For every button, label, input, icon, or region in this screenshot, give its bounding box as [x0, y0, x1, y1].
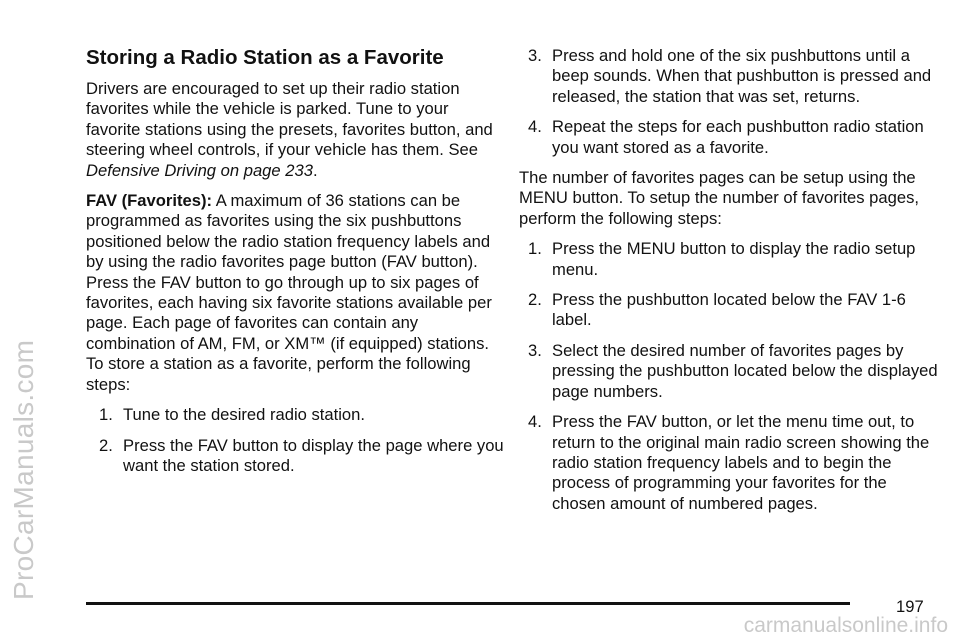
- side-watermark: ProCarManuals.com: [8, 339, 39, 600]
- step-number: 2.: [99, 435, 113, 455]
- store-steps-list-part2: [528, 46, 939, 158]
- step-text: Press and hold one of the six pushbuttons until a beep sounds. When that pushbutton is pressed and released, the station that was set, returns.: [552, 46, 932, 106]
- fav-text: A maximum of 36 stations can be programmed as favorites using the six pushbuttons positioned below the radio station frequency labels and by using the radio favorites page button (FAV button). Press the FAV button to go through up to six pages of favorites, each having six favorite stations available per page. Each page of favorites can contain any combination of AM, FM, or XM™ (if equipped) stations. To store a station as a favorite, perform the following steps:: [86, 191, 492, 394]
- step-number: 4.: [528, 117, 542, 137]
- step-text: Tune to the desired radio station.: [123, 405, 365, 425]
- pages-intro-paragraph: The number of favorites pages can be setup using the MENU button. To setup the number of favorites pages, perform the following steps:: [519, 168, 920, 228]
- list-item: [528, 341, 939, 402]
- intro-text: Drivers are encouraged to set up their radio station favorites while the vehicle is parked. Tune to your favorite stations using the presets, favorites button, and steering wheel controls, if your vehicle has them. See: [86, 79, 493, 160]
- step-text: Press the FAV button, or let the menu time out, to return to the original main radio screen showing the radio station frequency labels and to begin the process of programming your favorites for the chosen amount of numbered pages.: [552, 412, 930, 513]
- step-text: Select the desired number of favorites pages by pressing the pushbutton located below the displayed page numbers.: [552, 340, 938, 401]
- section-title: Storing a Radio Station as a Favorite: [86, 46, 444, 69]
- cross-reference-link: Defensive Driving on page 233: [86, 160, 313, 180]
- step-number: 3.: [528, 340, 542, 360]
- step-number: 1.: [99, 405, 113, 425]
- step-text: Press the MENU button to display the radio setup menu.: [552, 239, 916, 279]
- step-text: Press the FAV button to display the page where you want the station stored.: [123, 435, 504, 475]
- intro-end: .: [312, 160, 318, 180]
- list-item: [528, 412, 939, 514]
- step-number: 2.: [528, 290, 542, 310]
- fav-label: FAV (Favorites):: [86, 191, 213, 211]
- page-number: 197: [896, 597, 924, 616]
- bottom-watermark: carmanualsonline.info: [743, 614, 948, 637]
- list-item: [99, 436, 506, 477]
- list-item: [99, 405, 506, 425]
- fav-paragraph: [86, 191, 506, 395]
- step-number: 4.: [528, 412, 542, 432]
- list-item: [528, 117, 939, 158]
- intro-paragraph: [86, 79, 506, 181]
- pages-steps-list: [528, 239, 939, 514]
- right-column: [519, 46, 939, 524]
- store-steps-list-part1: [99, 405, 506, 476]
- list-item: [528, 290, 939, 331]
- list-item: [528, 239, 939, 280]
- step-text: Repeat the steps for each pushbutton radio station you want stored as a favorite.: [552, 117, 924, 157]
- left-column: [86, 46, 506, 486]
- step-number: 1.: [528, 239, 542, 259]
- step-text: Press the pushbutton located below the FAV 1-6 label.: [552, 290, 906, 330]
- list-item: [528, 46, 939, 107]
- footer-rule: [86, 602, 850, 605]
- step-number: 3.: [528, 46, 542, 65]
